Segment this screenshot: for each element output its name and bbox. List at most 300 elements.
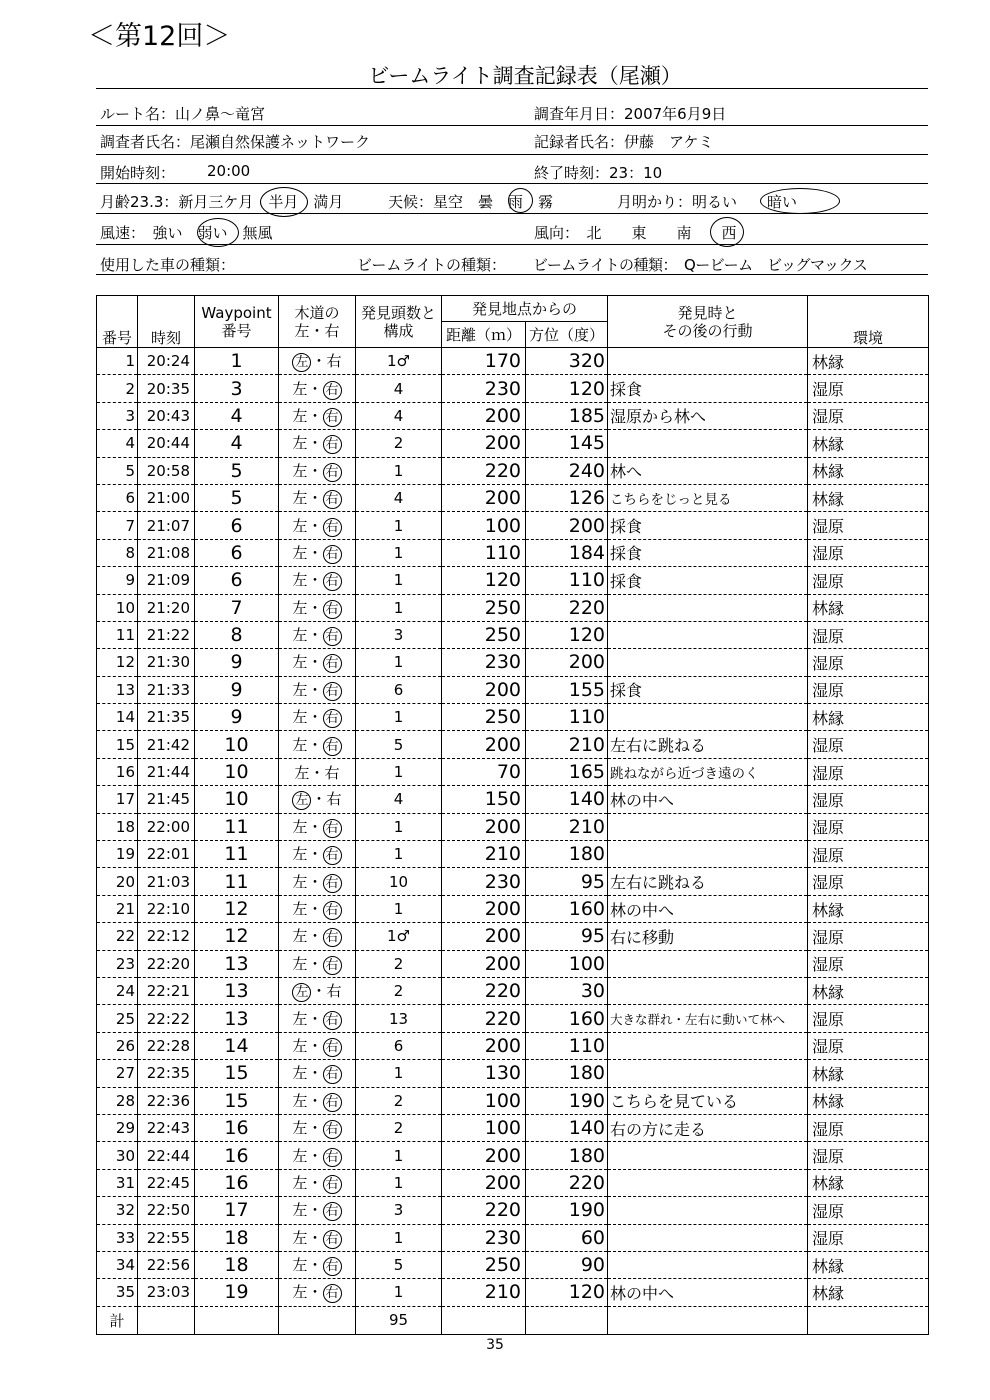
row-count: 4	[356, 484, 442, 511]
row-waypoint: 3	[195, 375, 279, 402]
row-count: 1	[356, 1169, 442, 1196]
row-distance: 230	[442, 649, 526, 676]
row-action: 右に移動	[608, 923, 808, 950]
row-action	[608, 1251, 808, 1278]
row-action	[608, 1142, 808, 1169]
row-count: 2	[356, 950, 442, 977]
side-separator: ・	[307, 543, 323, 562]
row-count: 1♂	[356, 348, 442, 375]
row-action: 大きな群れ・左右に動いて林へ	[608, 1005, 808, 1032]
side-left: 左	[294, 763, 310, 782]
row-action: 林の中へ	[608, 895, 808, 922]
table-row	[97, 512, 929, 539]
row-distance: 210	[442, 841, 526, 868]
row-action: 湿原から林へ	[608, 402, 808, 429]
table-row	[97, 923, 929, 950]
side-right: 右	[323, 1065, 342, 1084]
side-left: 左	[292, 680, 308, 699]
row-distance: 220	[442, 977, 526, 1004]
table-row	[97, 1032, 929, 1059]
row-number: 16	[97, 758, 138, 785]
side-separator: ・	[307, 379, 323, 398]
side-right: 右	[323, 435, 342, 454]
session-number: ＜第12回＞	[88, 21, 231, 52]
row-distance: 200	[442, 402, 526, 429]
side-separator: ・	[307, 680, 323, 699]
side-left: 左	[292, 1173, 308, 1192]
side-left: 左	[292, 516, 308, 535]
side-left: 左	[292, 1091, 308, 1110]
side-left: 左	[292, 434, 308, 453]
side-separator: ・	[311, 352, 327, 371]
row-side	[279, 977, 356, 1004]
row-side	[279, 1224, 356, 1251]
table-row	[97, 813, 929, 840]
side-separator: ・	[307, 1283, 323, 1302]
row-action	[608, 621, 808, 648]
row-number: 19	[97, 841, 138, 868]
side-right: 右	[323, 463, 342, 482]
row-side	[279, 676, 356, 703]
side-separator: ・	[307, 1119, 323, 1138]
row-waypoint: 7	[195, 594, 279, 621]
side-right: 右	[323, 627, 342, 646]
total-empty-cell	[279, 1306, 356, 1334]
row-count: 1	[356, 895, 442, 922]
table-row	[97, 430, 929, 457]
row-waypoint: 10	[195, 786, 279, 813]
row-count: 13	[356, 1005, 442, 1032]
row-side	[279, 895, 356, 922]
row-side	[279, 402, 356, 429]
row-number: 35	[97, 1279, 138, 1306]
row-environment: 湿原	[808, 1224, 929, 1251]
row-time: 21:00	[138, 484, 195, 511]
row-waypoint: 4	[195, 402, 279, 429]
table-row	[97, 348, 929, 375]
row-distance: 230	[442, 375, 526, 402]
row-distance: 200	[442, 813, 526, 840]
row-side	[279, 950, 356, 977]
row-action	[608, 1032, 808, 1059]
side-right: 右	[323, 737, 342, 756]
row-number: 24	[97, 977, 138, 1004]
row-number: 11	[97, 621, 138, 648]
row-distance: 150	[442, 786, 526, 813]
side-separator: ・	[307, 516, 323, 535]
row-number: 22	[97, 923, 138, 950]
row-waypoint: 15	[195, 1087, 279, 1114]
row-action	[608, 950, 808, 977]
row-time: 22:44	[138, 1142, 195, 1169]
row-distance: 200	[442, 1169, 526, 1196]
row-direction: 210	[526, 731, 608, 758]
row-environment: 湿原	[808, 512, 929, 539]
row-waypoint: 11	[195, 841, 279, 868]
row-side	[279, 1197, 356, 1224]
row-direction: 210	[526, 813, 608, 840]
side-left: 左	[292, 1256, 308, 1275]
start-label: 開始時刻：	[100, 164, 176, 182]
col-action	[608, 296, 808, 348]
row-direction: 240	[526, 457, 608, 484]
row-direction: 30	[526, 977, 608, 1004]
row-direction: 90	[526, 1251, 608, 1278]
side-left: 左	[292, 1201, 308, 1220]
row-waypoint: 6	[195, 567, 279, 594]
side-left: 左	[292, 1228, 308, 1247]
row-environment: 湿原	[808, 621, 929, 648]
header-rule	[96, 125, 928, 126]
row-time: 21:33	[138, 676, 195, 703]
row-side	[279, 923, 356, 950]
row-count: 5	[356, 1251, 442, 1278]
side-left: 左	[292, 845, 308, 864]
row-action	[608, 348, 808, 375]
row-waypoint: 9	[195, 649, 279, 676]
table-row	[97, 1005, 929, 1032]
survey-date: 調査年月日：2007年6月9日	[534, 105, 727, 123]
row-time: 21:22	[138, 621, 195, 648]
side-right: 右	[323, 1038, 342, 1057]
recorder: 記録者氏名：伊藤 アケミ	[534, 133, 714, 151]
moonlight: 月明かり：明るい 暗い	[617, 193, 798, 211]
row-waypoint: 9	[195, 704, 279, 731]
row-waypoint: 5	[195, 484, 279, 511]
row-waypoint: 14	[195, 1032, 279, 1059]
row-distance: 230	[442, 868, 526, 895]
row-action	[608, 841, 808, 868]
row-distance: 200	[442, 950, 526, 977]
row-waypoint: 15	[195, 1060, 279, 1087]
row-count: 2	[356, 977, 442, 1004]
row-number: 5	[97, 457, 138, 484]
side-left: 左	[292, 1009, 308, 1028]
row-environment: 林縁	[808, 1087, 929, 1114]
row-environment: 林縁	[808, 348, 929, 375]
side-left: 左	[292, 626, 308, 645]
side-left: 左	[292, 1283, 308, 1302]
wind-speed: 風速： 強い 弱い 無風	[100, 224, 273, 242]
row-waypoint: 13	[195, 950, 279, 977]
row-count: 1	[356, 841, 442, 868]
row-number: 33	[97, 1224, 138, 1251]
row-waypoint: 4	[195, 430, 279, 457]
row-count: 4	[356, 402, 442, 429]
row-environment: 湿原	[808, 758, 929, 785]
side-left: 左	[292, 353, 311, 372]
side-separator: ・	[307, 735, 323, 754]
side-left: 左	[292, 598, 308, 617]
row-count: 1	[356, 512, 442, 539]
side-left: 左	[292, 1036, 308, 1055]
row-side	[279, 1142, 356, 1169]
row-action: 左右に跳ねる	[608, 731, 808, 758]
side-left: 左	[292, 571, 308, 590]
side-separator: ・	[307, 406, 323, 425]
row-time: 21:42	[138, 731, 195, 758]
row-environment: 林縁	[808, 1251, 929, 1278]
moon-selection-circle	[260, 187, 308, 217]
row-side	[279, 567, 356, 594]
side-right: 右	[323, 1230, 342, 1249]
total-empty-cell	[526, 1306, 608, 1334]
row-waypoint: 16	[195, 1142, 279, 1169]
row-count: 1	[356, 649, 442, 676]
side-separator: ・	[307, 461, 323, 480]
row-time: 21:35	[138, 704, 195, 731]
side-left: 左	[292, 1146, 308, 1165]
row-environment: 林縁	[808, 1169, 929, 1196]
side-separator: ・	[307, 1091, 323, 1110]
row-waypoint: 19	[195, 1279, 279, 1306]
side-separator: ・	[309, 763, 325, 782]
row-action: こちらを見ている	[608, 1087, 808, 1114]
side-right: 右	[323, 518, 342, 537]
wind-direction: 風向： 北 東 南 西	[534, 224, 737, 242]
row-count: 1	[356, 457, 442, 484]
side-right: 右	[323, 819, 342, 838]
row-number: 13	[97, 676, 138, 703]
row-count: 4	[356, 786, 442, 813]
weather-selection-circle	[508, 188, 533, 213]
row-time: 20:35	[138, 375, 195, 402]
row-time: 22:35	[138, 1060, 195, 1087]
side-separator: ・	[311, 790, 327, 809]
row-direction: 95	[526, 923, 608, 950]
row-waypoint: 6	[195, 539, 279, 566]
side-left: 左	[292, 489, 308, 508]
row-action: 採食	[608, 375, 808, 402]
row-side	[279, 348, 356, 375]
row-time: 21:07	[138, 512, 195, 539]
table-row	[97, 1114, 929, 1141]
side-left: 左	[292, 983, 311, 1002]
row-number: 20	[97, 868, 138, 895]
row-time: 22:50	[138, 1197, 195, 1224]
row-time: 22:56	[138, 1251, 195, 1278]
row-number: 34	[97, 1251, 138, 1278]
row-environment: 湿原	[808, 923, 929, 950]
row-count: 2	[356, 1087, 442, 1114]
col-side	[279, 296, 356, 348]
row-waypoint: 1	[195, 348, 279, 375]
table-row	[97, 786, 929, 813]
row-distance: 250	[442, 1251, 526, 1278]
side-right: 右	[323, 956, 342, 975]
side-separator: ・	[307, 1201, 323, 1220]
row-waypoint: 9	[195, 676, 279, 703]
row-distance: 250	[442, 621, 526, 648]
row-time: 22:10	[138, 895, 195, 922]
row-action: 林の中へ	[608, 786, 808, 813]
start-time: 20:00	[207, 162, 251, 180]
observation-table	[96, 295, 929, 1335]
row-direction: 180	[526, 841, 608, 868]
row-direction: 110	[526, 704, 608, 731]
row-distance: 250	[442, 594, 526, 621]
row-environment: 林縁	[808, 457, 929, 484]
row-time: 21:44	[138, 758, 195, 785]
row-side	[279, 1251, 356, 1278]
side-separator: ・	[307, 571, 323, 590]
row-count: 1	[356, 1142, 442, 1169]
side-right: 右	[323, 1093, 342, 1112]
row-count: 1	[356, 1060, 442, 1087]
side-right: 右	[326, 982, 342, 1001]
col-action-top: 発見時と	[677, 303, 738, 322]
table-row	[97, 895, 929, 922]
row-direction: 126	[526, 484, 608, 511]
row-time: 22:55	[138, 1224, 195, 1251]
side-separator: ・	[307, 954, 323, 973]
side-right: 右	[326, 352, 342, 371]
row-number: 29	[97, 1114, 138, 1141]
col-side-bottom: 左・右	[294, 321, 340, 340]
col-distance: 距離（ｍ）	[442, 322, 526, 348]
side-right: 右	[324, 763, 340, 782]
row-direction: 110	[526, 1032, 608, 1059]
row-environment: 湿原	[808, 868, 929, 895]
row-action: 採食	[608, 512, 808, 539]
row-number: 12	[97, 649, 138, 676]
side-left: 左	[292, 817, 308, 836]
row-environment: 林縁	[808, 704, 929, 731]
row-environment: 湿原	[808, 731, 929, 758]
row-count: 1♂	[356, 923, 442, 950]
row-direction: 165	[526, 758, 608, 785]
table-row	[97, 841, 929, 868]
row-direction: 320	[526, 348, 608, 375]
table-row	[97, 402, 929, 429]
side-separator: ・	[307, 434, 323, 453]
side-separator: ・	[307, 1228, 323, 1247]
row-distance: 200	[442, 895, 526, 922]
row-distance: 120	[442, 567, 526, 594]
row-count: 2	[356, 430, 442, 457]
table-row	[97, 676, 929, 703]
side-left: 左	[292, 1064, 308, 1083]
row-side	[279, 1087, 356, 1114]
side-left: 左	[292, 872, 308, 891]
row-waypoint: 10	[195, 731, 279, 758]
row-number: 14	[97, 704, 138, 731]
side-left: 左	[292, 791, 311, 810]
row-count: 1	[356, 758, 442, 785]
table-row	[97, 758, 929, 785]
vehicle-type: 使用した車の種類：	[100, 256, 236, 274]
row-direction: 95	[526, 868, 608, 895]
total-empty-cell	[442, 1306, 526, 1334]
row-environment: 湿原	[808, 1142, 929, 1169]
row-environment: 湿原	[808, 1005, 929, 1032]
row-count: 1	[356, 594, 442, 621]
row-environment: 林縁	[808, 1060, 929, 1087]
table-row	[97, 594, 929, 621]
col-direction: 方位（度）	[526, 322, 608, 348]
row-distance: 200	[442, 731, 526, 758]
row-number: 26	[97, 1032, 138, 1059]
row-number: 17	[97, 786, 138, 813]
row-direction: 200	[526, 512, 608, 539]
row-time: 21:03	[138, 868, 195, 895]
row-action: 跳ねながら近づき遠のく	[608, 758, 808, 785]
side-right: 右	[323, 600, 342, 619]
row-count: 1	[356, 704, 442, 731]
row-side	[279, 841, 356, 868]
side-separator: ・	[307, 1036, 323, 1055]
row-waypoint: 18	[195, 1224, 279, 1251]
row-direction: 220	[526, 594, 608, 621]
row-waypoint: 17	[195, 1197, 279, 1224]
row-number: 31	[97, 1169, 138, 1196]
observation-rows	[97, 348, 929, 1335]
side-left: 左	[292, 708, 308, 727]
side-right: 右	[323, 901, 342, 920]
row-count: 1	[356, 567, 442, 594]
side-separator: ・	[307, 1146, 323, 1165]
row-distance: 200	[442, 676, 526, 703]
row-environment: 湿原	[808, 1114, 929, 1141]
total-empty-cell	[808, 1306, 929, 1334]
row-side	[279, 484, 356, 511]
row-side	[279, 868, 356, 895]
row-direction: 100	[526, 950, 608, 977]
end-time: 終了時刻：23：10	[534, 164, 663, 182]
row-action	[608, 1197, 808, 1224]
weather: 天候：星空 曇 雨 霧	[388, 193, 554, 211]
side-separator: ・	[307, 845, 323, 864]
row-environment: 湿原	[808, 841, 929, 868]
row-environment: 林縁	[808, 484, 929, 511]
side-left: 左	[292, 1119, 308, 1138]
table-row	[97, 457, 929, 484]
row-waypoint: 13	[195, 977, 279, 1004]
row-direction: 160	[526, 1005, 608, 1032]
col-count	[356, 296, 442, 348]
beam-label: ビームライトの種類：	[357, 256, 506, 274]
row-time: 22:20	[138, 950, 195, 977]
header-rule	[96, 88, 928, 89]
side-left: 左	[292, 406, 308, 425]
row-environment: 湿原	[808, 676, 929, 703]
row-number: 4	[97, 430, 138, 457]
row-number: 25	[97, 1005, 138, 1032]
route: ルート名：山ノ鼻～竜宮	[100, 105, 266, 123]
row-side	[279, 704, 356, 731]
row-action	[608, 1224, 808, 1251]
row-direction: 184	[526, 539, 608, 566]
table-row	[97, 1197, 929, 1224]
row-distance: 130	[442, 1060, 526, 1087]
col-side-top: 木道の	[294, 303, 340, 322]
row-time: 21:45	[138, 786, 195, 813]
row-count: 5	[356, 731, 442, 758]
row-direction: 200	[526, 649, 608, 676]
row-environment: 林縁	[808, 430, 929, 457]
row-distance: 110	[442, 539, 526, 566]
row-environment: 林縁	[808, 977, 929, 1004]
row-distance: 250	[442, 704, 526, 731]
row-count: 3	[356, 1197, 442, 1224]
row-environment: 湿原	[808, 649, 929, 676]
row-waypoint: 11	[195, 813, 279, 840]
beam-type: ビームライトの種類： Qービーム ビッグマックス	[533, 256, 868, 274]
row-time: 21:09	[138, 567, 195, 594]
surveyor: 調査者氏名：尾瀬自然保護ネットワーク	[100, 133, 371, 151]
row-waypoint: 12	[195, 895, 279, 922]
row-environment: 湿原	[808, 539, 929, 566]
